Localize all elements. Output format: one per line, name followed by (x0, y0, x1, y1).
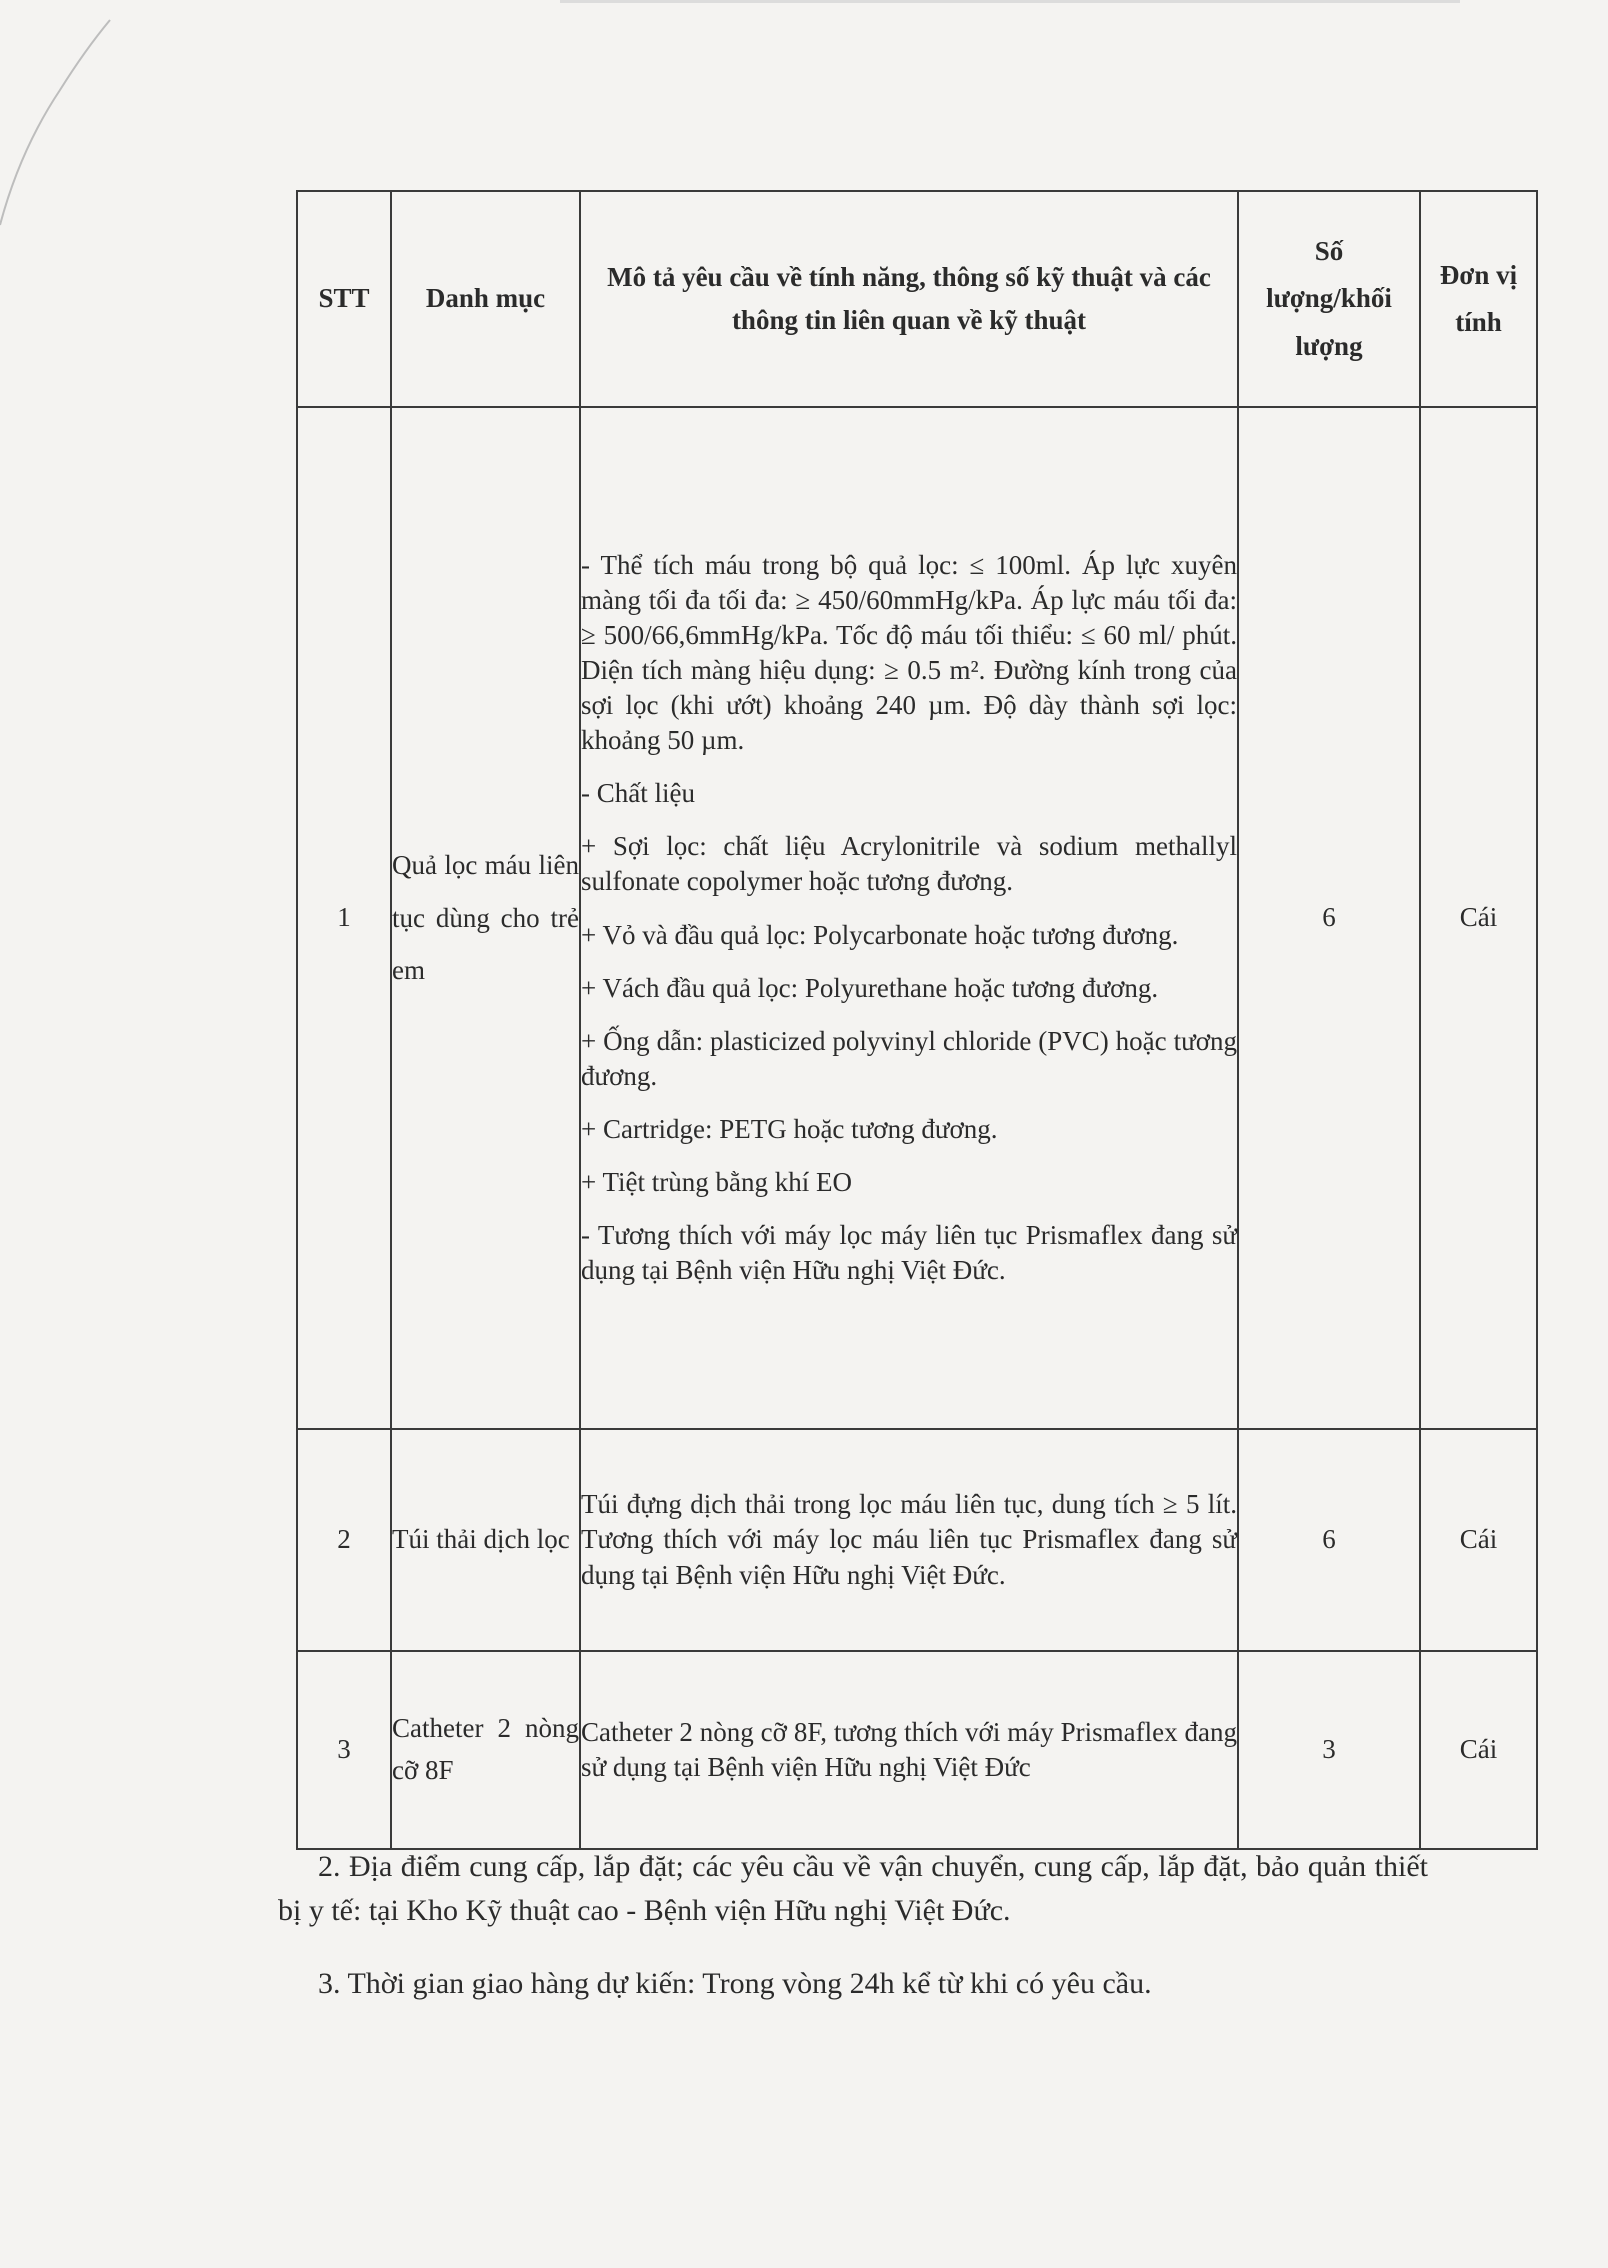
requirements-table (296, 190, 1538, 1850)
description-paragraph: + Ống dẫn: plasticized polyvinyl chloride (PVC) hoặc tương đương. (581, 1025, 1237, 1091)
row-unit: Cái (1420, 407, 1537, 1429)
row-stt: 2 (297, 1429, 391, 1651)
row-stt: 1 (297, 407, 391, 1429)
table-row (297, 1429, 1537, 1651)
description-paragraph: + Vách đầu quả lọc: Polyurethane hoặc tương đương. (581, 972, 1159, 1003)
header-description: Mô tả yêu cầu về tính năng, thông số kỹ thuật và các thông tin liên quan về kỹ thuật (580, 191, 1238, 407)
description-paragraph: + Sợi lọc: chất liệu Acrylonitrile và sodium methallyl sulfonate copolymer hoặc tương đương. (581, 831, 1237, 897)
row-quantity: 3 (1238, 1651, 1420, 1849)
scan-corner-mark (0, 0, 120, 230)
row-stt: 3 (297, 1651, 391, 1849)
row-description (580, 1429, 1238, 1651)
row-description (580, 407, 1238, 1429)
note-delivery-location: 2. Địa điểm cung cấp, lắp đặt; các yêu cầu về vận chuyển, cung cấp, lắp đặt, bảo quản thiết bị y tế: tại Kho Kỹ thuật cao - Bệnh viện Hữu nghị Việt Đức. (278, 1850, 1428, 1927)
header-unit: Đơn vị tính (1420, 191, 1537, 407)
description-paragraph: - Tương thích với máy lọc máy liên tục Prismaflex đang sử dụng tại Bệnh viện Hữu nghị Việt Đức. (581, 1220, 1237, 1286)
note-delivery-time: 3. Thời gian giao hàng dự kiến: Trong vòng 24h kể từ khi có yêu cầu. (318, 1967, 1152, 2000)
description-paragraph: + Tiệt trùng bằng khí EO (581, 1167, 852, 1198)
row-quantity: 6 (1238, 1429, 1420, 1651)
header-quantity: Số lượng/khối lượng (1238, 191, 1420, 407)
row-description (580, 1651, 1238, 1849)
scan-top-edge (560, 0, 1460, 3)
header-stt: STT (297, 191, 391, 407)
row-name: Túi thải dịch lọc (391, 1429, 580, 1651)
table-row (297, 1651, 1537, 1849)
row-quantity: 6 (1238, 407, 1420, 1429)
description-paragraph: Túi đựng dịch thải trong lọc máu liên tục, dung tích ≥ 5 lít. Tương thích với máy lọc máu liên tục Prismaflex đang sử dụng tại Bệnh viện Hữu nghị Việt Đức. (581, 1489, 1237, 1590)
table-row (297, 407, 1537, 1429)
description-paragraph: Catheter 2 nòng cỡ 8F, tương thích với máy Prismaflex đang sử dụng tại Bệnh viện Hữu nghị Việt Đức (581, 1716, 1237, 1782)
description-paragraph: + Cartridge: PETG hoặc tương đương. (581, 1113, 998, 1144)
header-category: Danh mục (391, 191, 580, 407)
description-paragraph: - Thể tích máu trong bộ quả lọc: ≤ 100ml. Áp lực xuyên màng tối đa tối đa: ≥ 450/60mmHg/kPa. Áp lực máu tối đa: ≥ 500/66,6mmHg/kPa. Tốc độ máu tối thiểu: ≤ 60 ml/ phút. Diện tích màng hiệu dụng: ≥ 0.5 m². Đường kính trong của sợi lọc (khi ướt) khoảng 240 µm. Độ dày thành sợi lọc: khoảng 50 µm. (581, 549, 1237, 756)
description-paragraph: + Vỏ và đầu quả lọc: Polycarbonate hoặc tương đương. (581, 919, 1179, 950)
row-unit: Cái (1420, 1429, 1537, 1651)
table-header-row (297, 191, 1537, 407)
row-name: Quả lọc máu liên tục dùng cho trẻ em (391, 407, 580, 1429)
row-unit: Cái (1420, 1651, 1537, 1849)
row-name: Catheter 2 nòng cỡ 8F (391, 1651, 580, 1849)
description-paragraph: - Chất liệu (581, 778, 695, 809)
document-notes (278, 1845, 1428, 2006)
